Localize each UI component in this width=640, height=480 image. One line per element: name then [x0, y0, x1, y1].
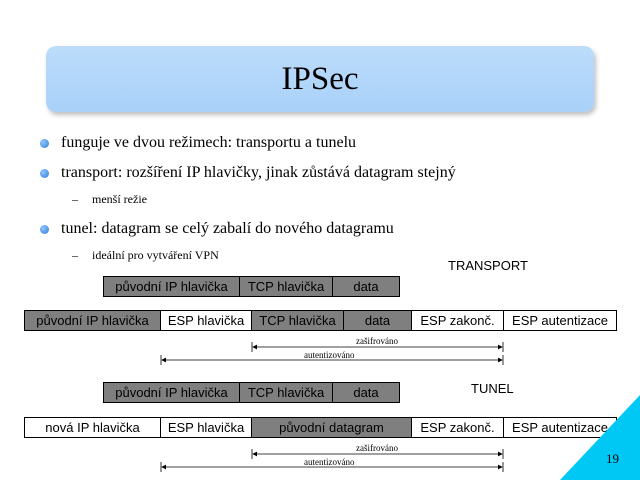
tunnel-orig-ip-header: původní IP hlavička: [103, 382, 240, 403]
page-number: 19: [606, 451, 619, 466]
transport-authenticated-label: autentizováno: [304, 350, 355, 360]
transport-esp-trailer: ESP zakonč.: [411, 310, 504, 331]
transport-esp-ip-header: původní IP hlavička: [24, 310, 161, 331]
dash-icon: –: [72, 192, 78, 206]
subbullet-text: ideální pro vytváření VPN: [92, 248, 219, 262]
tunnel-new-ip-header: nová IP hlavička: [24, 417, 161, 438]
transport-esp-tcp-header: TCP hlavička: [251, 310, 344, 331]
subbullet-text: menší režie: [92, 192, 147, 206]
bullet-text: transport: rozšíření IP hlavičky, jinak zůstává datagram stejný: [61, 164, 456, 181]
transport-orig-data: data: [332, 276, 400, 297]
tunnel-encrypted-label: zašifrováno: [356, 443, 398, 453]
tunnel-esp-trailer: ESP zakonč.: [411, 417, 504, 438]
transport-orig-ip-header: původní IP hlavička: [103, 276, 240, 297]
transport-esp-auth: ESP autentizace: [503, 310, 617, 331]
dash-icon: –: [72, 248, 78, 262]
bullet-text: funguje ve dvou režimech: transportu a tunelu: [61, 134, 357, 151]
transport-arrows: [161, 342, 503, 365]
slide-title: IPSec: [281, 60, 359, 97]
tunnel-label: TUNEL: [471, 381, 514, 396]
tunnel-esp-auth: ESP autentizace: [503, 417, 617, 438]
transport-label: TRANSPORT: [448, 258, 528, 273]
transport-encrypted-label: zašifrováno: [356, 336, 398, 346]
tunnel-orig-tcp-header: TCP hlavička: [239, 382, 333, 403]
tunnel-orig-datagram: původní datagram: [251, 417, 412, 438]
tunnel-arrows: [161, 449, 503, 472]
transport-orig-tcp-header: TCP hlavička: [239, 276, 333, 297]
bullet-text: tunel: datagram se celý zabalí do nového datagramu: [61, 220, 394, 237]
transport-esp-data: data: [343, 310, 412, 331]
tunnel-esp-header: ESP hlavička: [160, 417, 252, 438]
tunnel-orig-data: data: [332, 382, 400, 403]
corner-triangle: [560, 395, 640, 480]
tunnel-authenticated-label: autentizováno: [304, 457, 355, 467]
transport-esp-header: ESP hlavička: [160, 310, 252, 331]
